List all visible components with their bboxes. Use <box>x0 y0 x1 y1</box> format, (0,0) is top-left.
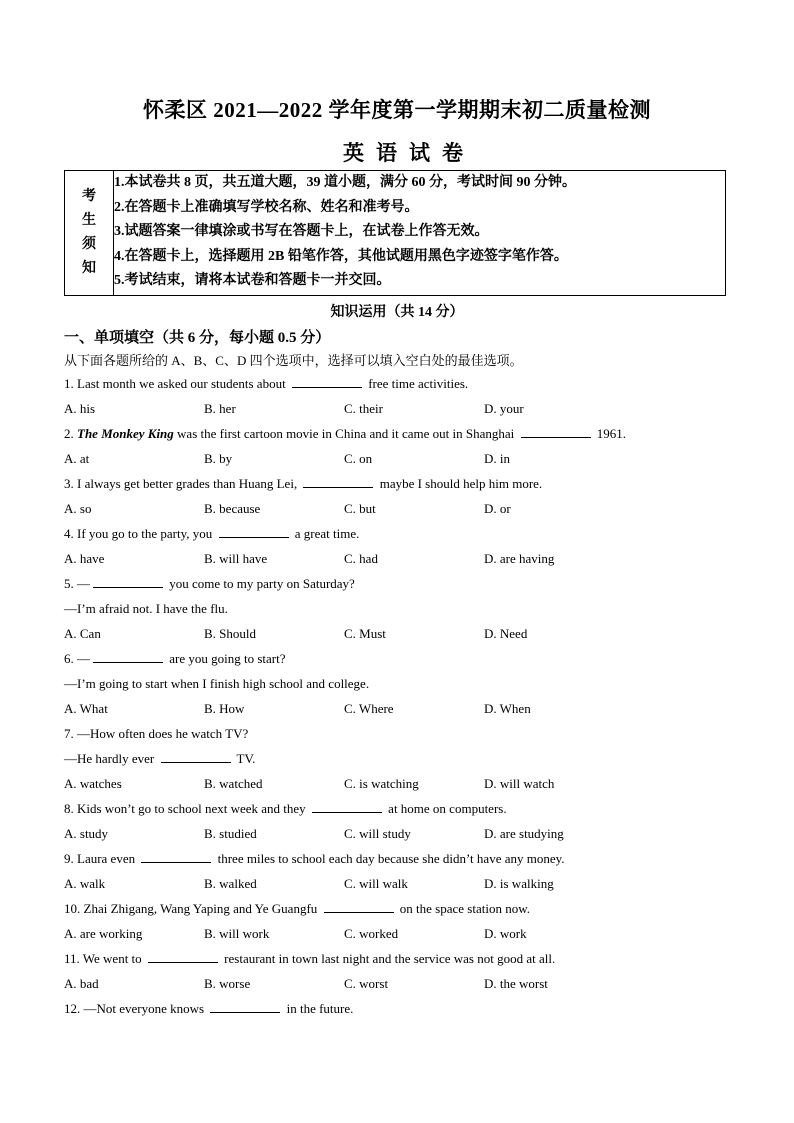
options-row <box>64 450 734 475</box>
stem-text: TV. <box>233 751 256 766</box>
stem-text: restaurant in town last night and the service was not good at all. <box>220 951 556 966</box>
option-a: A. his <box>64 401 96 416</box>
option-c: C. will walk <box>344 876 408 891</box>
option-d: D. When <box>484 701 531 716</box>
option-a: A. at <box>64 451 90 466</box>
question-stem <box>64 850 734 875</box>
option-a: A. bad <box>64 976 99 991</box>
options-row <box>64 550 734 575</box>
answer-blank <box>148 950 218 963</box>
notice-body <box>114 171 726 296</box>
movie-title: The Monkey King <box>77 426 174 441</box>
stem-text: are you going to start? <box>166 651 286 666</box>
stem-text: 3. I always get better grades than Huang Lei, <box>64 476 301 491</box>
stem-text: 9. Laura even <box>64 851 139 866</box>
options-row <box>64 400 734 425</box>
option-b: B. studied <box>204 826 257 841</box>
option-b: B. worse <box>204 976 251 991</box>
notice-line: 3.试题答案一律填涂或书写在答题卡上，在试卷上作答无效。 <box>114 224 489 239</box>
question-stem <box>64 650 734 675</box>
question-stem <box>64 1000 734 1025</box>
section-title: 一、单项填空（共 6 分，每小题 0.5 分） <box>64 330 331 346</box>
page-title: 怀柔区 2021—2022 学年度第一学期期末初二质量检测 <box>143 98 651 122</box>
option-d: D. Need <box>484 626 528 641</box>
options-row <box>64 975 734 1000</box>
answer-blank <box>141 850 211 863</box>
options-row <box>64 775 734 800</box>
dialogue-reply <box>64 750 734 775</box>
option-b: B. watched <box>204 776 263 791</box>
option-d: D. are having <box>484 551 555 566</box>
stem-text: maybe I should help him more. <box>376 476 543 491</box>
option-c: C. on <box>344 451 373 466</box>
notice-heading-char: 须 <box>82 237 96 252</box>
option-c: C. their <box>344 401 383 416</box>
question-stem: 7. —How often does he watch TV? <box>64 726 249 741</box>
options-row <box>64 825 734 850</box>
stem-text: you come to my party on Saturday? <box>166 576 355 591</box>
options-row <box>64 500 734 525</box>
notice-line: 5.考试结束，请将本试卷和答题卡一并交回。 <box>114 273 391 288</box>
stem-text: 11. We went to <box>64 951 145 966</box>
option-c: C. worst <box>344 976 389 991</box>
notice-line: 1.本试卷共 8 页，共五道大题，39 道小题，满分 60 分，考试时间 90 分钟。 <box>114 175 576 190</box>
option-c: C. had <box>344 551 378 566</box>
option-b: B. because <box>204 501 261 516</box>
option-b: B. How <box>204 701 245 716</box>
stem-text: 1961. <box>593 426 626 441</box>
question-stem <box>64 950 734 975</box>
option-a: A. What <box>64 701 108 716</box>
option-b: B. walked <box>204 876 257 891</box>
dialogue-reply: —I’m afraid not. I have the flu. <box>64 601 228 616</box>
question-stem <box>64 425 734 450</box>
dialogue-reply: —I’m going to start when I finish high school and college. <box>64 676 370 691</box>
option-d: D. the worst <box>484 976 548 991</box>
notice-line: 2.在答题卡上准确填写学校名称、姓名和准考号。 <box>114 199 419 215</box>
option-a: A. Can <box>64 626 101 641</box>
option-c: C. will study <box>344 826 411 841</box>
question-stem <box>64 575 734 600</box>
notice-line: 4.在答题卡上，选择题用 2B 铅笔作答，其他试题用黑色字迹签字笔作答。 <box>114 248 568 264</box>
notice-heading-char: 考 <box>82 189 96 204</box>
stem-text: 4. If you go to the party, you <box>64 526 216 541</box>
answer-blank <box>219 525 289 538</box>
option-b: B. her <box>204 401 236 416</box>
option-a: A. have <box>64 551 105 566</box>
question-stem <box>64 525 734 550</box>
option-c: C. but <box>344 501 376 516</box>
options-row <box>64 700 734 725</box>
stem-text: a great time. <box>291 526 360 541</box>
stem-text: in the future. <box>283 1001 354 1016</box>
answer-blank <box>93 650 163 663</box>
option-c: C. is watching <box>344 776 419 791</box>
option-d: D. are studying <box>484 826 564 841</box>
answer-blank <box>292 375 362 388</box>
option-c: C. worked <box>344 926 399 941</box>
notice-heading-char: 知 <box>82 261 96 276</box>
answer-blank <box>521 425 591 438</box>
answer-blank <box>93 575 163 588</box>
question-stem <box>64 375 734 400</box>
option-d: D. in <box>484 451 510 466</box>
option-b: B. will have <box>204 551 268 566</box>
page-subtitle: 英语试卷 <box>343 141 475 165</box>
option-c: C. Must <box>344 626 386 641</box>
answer-blank <box>303 475 373 488</box>
option-c: C. Where <box>344 701 394 716</box>
answer-blank <box>210 1000 280 1013</box>
option-a: A. watches <box>64 776 122 791</box>
option-b: B. Should <box>204 626 257 641</box>
exam-notice-table <box>64 170 726 296</box>
notice-heading <box>65 171 114 296</box>
stem-text: 8. Kids won’t go to school next week and they <box>64 801 309 816</box>
answer-blank <box>312 800 382 813</box>
option-d: D. is walking <box>484 876 554 891</box>
stem-text: free time activities. <box>364 376 469 391</box>
part-title: 知识运用（共 14 分） <box>330 305 464 320</box>
option-a: A. walk <box>64 876 106 891</box>
options-row <box>64 625 734 650</box>
stem-text: at home on computers. <box>384 801 507 816</box>
option-a: A. study <box>64 826 109 841</box>
option-d: D. or <box>484 501 511 516</box>
option-b: B. will work <box>204 926 270 941</box>
question-stem <box>64 475 734 500</box>
section-instruction: 从下面各题所给的 A、B、C、D 四个选项中，选择可以填入空白处的最佳选项。 <box>64 353 523 368</box>
stem-text: 12. —Not everyone knows <box>64 1001 208 1016</box>
answer-blank <box>324 900 394 913</box>
option-d: D. will watch <box>484 776 555 791</box>
question-stem <box>64 900 734 925</box>
question-stem <box>64 800 734 825</box>
stem-text: was the first cartoon movie in China and it came out in Shanghai <box>173 426 518 441</box>
stem-text: on the space station now. <box>396 901 530 916</box>
stem-text: 5. — <box>64 576 90 591</box>
option-a: A. are working <box>64 926 143 941</box>
notice-heading-char: 生 <box>82 213 96 228</box>
option-b: B. by <box>204 451 233 466</box>
stem-text: 10. Zhai Zhigang, Wang Yaping and Ye Guangfu <box>64 901 321 916</box>
option-d: D. work <box>484 926 527 941</box>
options-row <box>64 925 734 950</box>
options-row <box>64 875 734 900</box>
option-d: D. your <box>484 401 524 416</box>
stem-text: 6. — <box>64 651 90 666</box>
question-list <box>64 375 734 1025</box>
stem-text: —He hardly ever <box>64 751 158 766</box>
stem-text: 2. <box>64 426 77 441</box>
stem-text: 1. Last month we asked our students about <box>64 376 289 391</box>
answer-blank <box>161 750 231 763</box>
stem-text: three miles to school each day because she didn’t have any money. <box>214 851 565 866</box>
option-a: A. so <box>64 501 92 516</box>
